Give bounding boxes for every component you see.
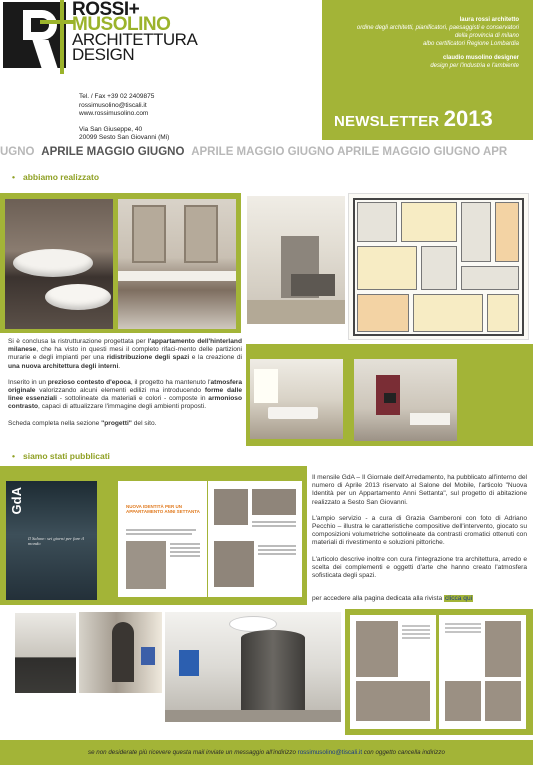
magazine-link-line [312, 595, 473, 602]
kitchen-photo [247, 196, 345, 324]
section1-body [8, 338, 242, 436]
logo-mark [3, 2, 66, 68]
magazine-spread-page-2 [208, 481, 302, 597]
brand-line-2: MUSOLINO [72, 14, 171, 35]
contact-address-1: Via San Giuseppe, 40 [79, 125, 143, 133]
newsletter-header [0, 0, 533, 140]
floor-plan-image [348, 193, 529, 340]
bullet-icon: • [12, 451, 15, 461]
newsletter-title [334, 106, 493, 132]
bathroom-photo-2 [118, 199, 236, 329]
clicca-qui-link[interactable]: clicca qui [444, 595, 473, 602]
info-desc-1c: albo certificatori Regione Lombardia [422, 41, 519, 47]
bottom-photo-hallway [79, 612, 162, 693]
magazine-cover [6, 481, 97, 600]
newsletter-year: 2013 [443, 106, 493, 131]
magazine-article-title: NUOVA IDENTITÀ PER UN APPARTAMENTO ANNI SETTANTA [126, 504, 200, 515]
living-room-photo-1 [250, 359, 343, 439]
section1-paragraph-1: Si è conclusa la ristrutturazione progettata per l'appartamento dell'hinterland milanese, che ha visto in questi mesi il completo rifaci-mento delle partizioni murarie e degli impianti per una ridistribuzione degli spazi e la creazione di una nuova architettura degli interni. [8, 338, 242, 370]
unsubscribe-notice: se non desiderate più ricevere questa mail inviate un messaggio all'indirizzo rossimusolino@tiscali.it con oggetto cancella indirizzo [88, 749, 445, 756]
section1-paragraph-2: Inserito in un prezioso contesto d'epoca, il progetto ha mantenuto l'atmosfera originale valorizzando alcuni elementi edilizi ma introducendo forme dalle linee essenziali - sottolineate da materiali e colori - composte in armonioso contrasto, capaci di attualizzare l'immagine degli ambienti proposti. [8, 378, 242, 411]
section-title-realizzato [12, 172, 99, 182]
contact-block [79, 93, 169, 143]
brand-line-3: ARCHITETTURA [72, 30, 198, 49]
brand-wordmark [72, 2, 197, 62]
bottom-photo-bathroom [15, 613, 76, 693]
magazine-cover-title: GdA [9, 487, 24, 515]
info-name-1: laura rossi architetto [459, 17, 519, 23]
bottom-photo-living [165, 612, 341, 722]
info-desc-2: design per l'industria e l'ambiente [430, 63, 519, 69]
footer-bar [0, 740, 533, 765]
newsletter-label: NEWSLETTER [334, 113, 440, 130]
magazine-cover-subtitle: Il Salone: sei giorni per fare il mondo [28, 536, 84, 547]
contact-address-2: 20099 Sesto San Giovanni (Mi) [79, 134, 170, 142]
article-page-2 [439, 615, 526, 729]
magazine-link-text: per accedere alla pagina dedicata alla rivista [312, 595, 444, 602]
section2-body [312, 474, 527, 588]
article-page-1 [350, 615, 436, 729]
section-title-text: abbiamo realizzato [22, 172, 100, 182]
section2-paragraph-1: Il mensile GdA – Il Giornale dell'Arredamento, ha pubblicato all'interno del numero di Aprile 2013 riservato al Salone del Mobile, l'articolo "Nuova Identità per un Appartamento Anni Settanta", sul progetto di abitazione realizzato a Sesto San Giovanni. [312, 474, 527, 506]
magazine-spread-page-1 [118, 481, 207, 597]
contact-tel: Tel. / Fax +39 02 2409875 [79, 93, 155, 100]
unsubscribe-email-link[interactable]: rossimusolino@tiscali.it [297, 749, 363, 756]
month-strip [0, 146, 533, 164]
section-title-text: siamo stati pubblicati [22, 451, 110, 461]
section2-paragraph-3: L'articolo descrive inoltre con cura l'integrazione tra architettura, arredo e scelta dei complementi e oggetti d'arte che hanno creato l'atmosfera sofisticata degli spazi. [312, 555, 527, 580]
month-text: APRILE MAGGIO GIUGNO [41, 146, 185, 158]
month-text: UGNO [0, 146, 35, 158]
contact-email[interactable]: rossimusolino@tiscali.it [79, 101, 147, 109]
brand-line-1: ROSSI+ [72, 0, 140, 20]
contact-web[interactable]: www.rossimusolino.com [79, 110, 149, 118]
logo-plus-vertical [60, 0, 64, 74]
living-room-photo-2 [354, 359, 457, 441]
section1-paragraph-3: Scheda completa nella sezione "progetti" del sito. [8, 419, 157, 427]
month-text: APRILE MAGGIO GIUGNO APRILE MAGGIO GIUGNO APR [191, 146, 508, 158]
info-desc-1a: ordine degli architetti, pianificatori, paesaggisti e conservatori [356, 25, 519, 31]
info-desc-1b: della provincia di milano [454, 33, 519, 39]
bullet-icon: • [12, 172, 15, 182]
section-title-pubblicati [12, 451, 110, 461]
brand-line-4: DESIGN [72, 45, 135, 64]
bathroom-photo-1 [5, 199, 113, 329]
info-name-2: claudio musolino designer [442, 55, 519, 61]
section2-paragraph-2: L'ampio servizio - a cura di Grazia Gamberoni con foto di Adriano Pecchio – illustra le caratteristiche compositive dell'intervento, giocato su composizioni volumetriche sottolineate da contrasti cromatici ottenuti con materiali di rivestimento e soluzioni pittoriche. [312, 514, 527, 547]
studio-info [357, 16, 519, 70]
logo-plus-horizontal [40, 20, 74, 24]
